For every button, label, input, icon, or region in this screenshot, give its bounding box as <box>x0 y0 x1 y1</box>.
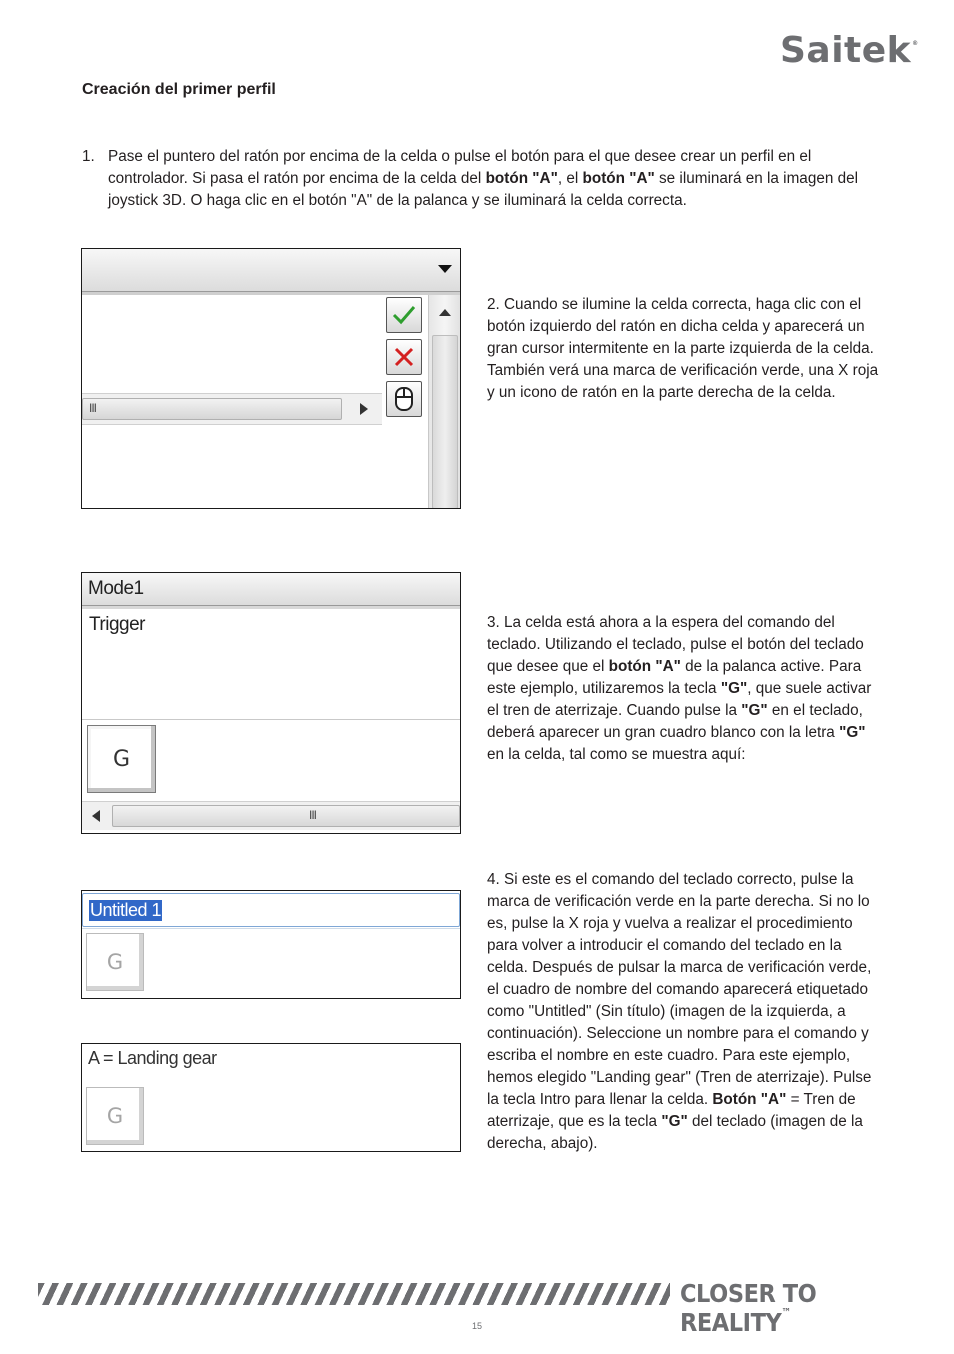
footer-stripes <box>38 1283 670 1305</box>
bold-run: "G" <box>741 702 768 719</box>
cancel-button[interactable] <box>386 339 422 375</box>
green-check-icon <box>391 304 417 326</box>
text-run: se iluminará en la imagen del joystick 3D. O haga clic en el botón "A" de la palanca y se iluminará la celda correcta. <box>108 170 859 209</box>
vertical-scrollbar[interactable] <box>428 295 461 508</box>
text-run: , que suele activar el tren de aterrizaje. Cuando pulse la <box>487 680 872 719</box>
dropdown-arrow-icon[interactable] <box>438 265 452 275</box>
scroll-grip: III <box>89 401 97 415</box>
h-scroll-thumb[interactable] <box>112 805 460 827</box>
text-run: = Tren de aterrizaje, que es la tecla <box>487 1091 856 1130</box>
cell-editor-panel <box>81 248 461 509</box>
step-4-paragraph <box>487 869 882 1155</box>
key-box[interactable] <box>87 725 156 793</box>
mouse-button[interactable] <box>386 381 422 417</box>
registered-mark: ® <box>912 40 919 47</box>
step-2-paragraph: 2. Cuando se ilumine la celda correcta, haga clic con el botón izquierdo del ratón en dicha celda y aparecerá un gran cursor intermitente en la parte izquierda de la celda. También verá una marca de verificación verde, una X roja y un icono de ratón en la parte derecha de la celda. <box>487 296 879 401</box>
dropdown-bar[interactable] <box>82 249 460 292</box>
step-1-paragraph <box>82 146 882 212</box>
text-run: en la celda, tal como se muestra aquí: <box>487 746 746 763</box>
name-field[interactable] <box>82 893 460 927</box>
text-run: Pase el puntero del ratón por encima de la celda o pulse el botón para el que desee crear un perfil en el controlador. Si pasa el ratón por encima de la celda del <box>108 148 812 187</box>
trigger-cell-panel <box>81 572 461 834</box>
red-cross-icon <box>393 346 415 368</box>
confirm-button[interactable] <box>386 297 422 333</box>
text-run: 3. La celda está ahora a la espera del comando del teclado. Utilizando el teclado, pulse el botón del teclado que desee que el <box>487 614 864 675</box>
step-3-paragraph <box>487 612 882 766</box>
header-divider <box>82 606 460 609</box>
cell-name[interactable]: Trigger <box>89 614 145 635</box>
step-1-number: 1. <box>82 148 95 165</box>
scroll-thumb[interactable] <box>432 335 458 509</box>
text-run: de la palanca active. Para este ejemplo, utilizaremos la tecla <box>487 658 862 697</box>
untitled-cell-panel <box>81 890 461 999</box>
section-title: Creación del primer perfil <box>82 81 276 98</box>
bold-run: "G" <box>720 680 748 697</box>
cell-divider <box>82 928 460 929</box>
mode-label: Mode1 <box>88 578 144 599</box>
saitek-logo <box>780 30 919 71</box>
key-letter: G <box>106 950 124 974</box>
brand-name: Saitek <box>780 30 912 71</box>
text-run: , el <box>557 170 583 187</box>
bold-run: "G" <box>661 1113 688 1130</box>
text-run: del teclado (imagen de la derecha, abajo). <box>487 1113 863 1152</box>
selected-name-text[interactable]: Untitled 1 <box>90 900 162 920</box>
horizontal-scrollbar[interactable] <box>82 393 382 425</box>
bold-run: botón "A" <box>608 658 681 675</box>
bold-run: "G" <box>839 724 866 741</box>
key-box[interactable] <box>86 1087 144 1145</box>
trademark-mark: ™ <box>781 1306 791 1319</box>
header-divider <box>82 292 460 295</box>
key-box[interactable] <box>86 933 144 991</box>
page-number: 15 <box>471 1321 482 1331</box>
mode-header <box>82 573 460 606</box>
cell-divider <box>82 719 460 720</box>
key-letter: G <box>106 1104 124 1128</box>
scroll-grip: III <box>309 808 317 822</box>
step-1-text <box>108 146 882 212</box>
landing-gear-cell-panel <box>81 1043 461 1152</box>
text-run: 4. Si este es el comando del teclado correcto, pulse la marca de verificación verde en la parte derecha. Si no lo es, pulse la X roja y vuelva a realizar el procedimiento para volver a introducir el comando del teclado en la celda. Después de pulsar la marca de verificación verde, el cuadro de nombre del comando aparecerá etiquetado como "Untitled" (Sin título) (imagen de la izquierda, a continuación). Seleccione un nombre para el comando y escriba el nombre en este cuadro. Para este ejemplo, hemos elegido "Landing gear" (Tren de aterrizaje). Pulse la tecla Intro para llenar la celda. <box>487 871 872 1108</box>
bold-run: Botón "A" <box>712 1091 787 1108</box>
text-run: en el teclado, deberá aparecer un gran cuadro blanco con la letra <box>487 702 863 741</box>
mouse-icon <box>393 386 415 412</box>
scroll-right-arrow-icon[interactable] <box>360 403 368 415</box>
horizontal-scrollbar[interactable] <box>82 801 460 830</box>
cell-name[interactable]: A = Landing gear <box>88 1048 217 1068</box>
bold-run: botón "A" <box>485 170 558 187</box>
key-letter: G <box>112 746 131 772</box>
scroll-up-arrow-icon[interactable] <box>439 309 451 317</box>
tagline-text: CLOSER TO REALITY <box>680 1279 817 1337</box>
h-scroll-thumb[interactable] <box>82 398 342 420</box>
scroll-left-arrow-icon[interactable] <box>92 810 100 822</box>
bold-run: botón "A" <box>582 170 655 187</box>
